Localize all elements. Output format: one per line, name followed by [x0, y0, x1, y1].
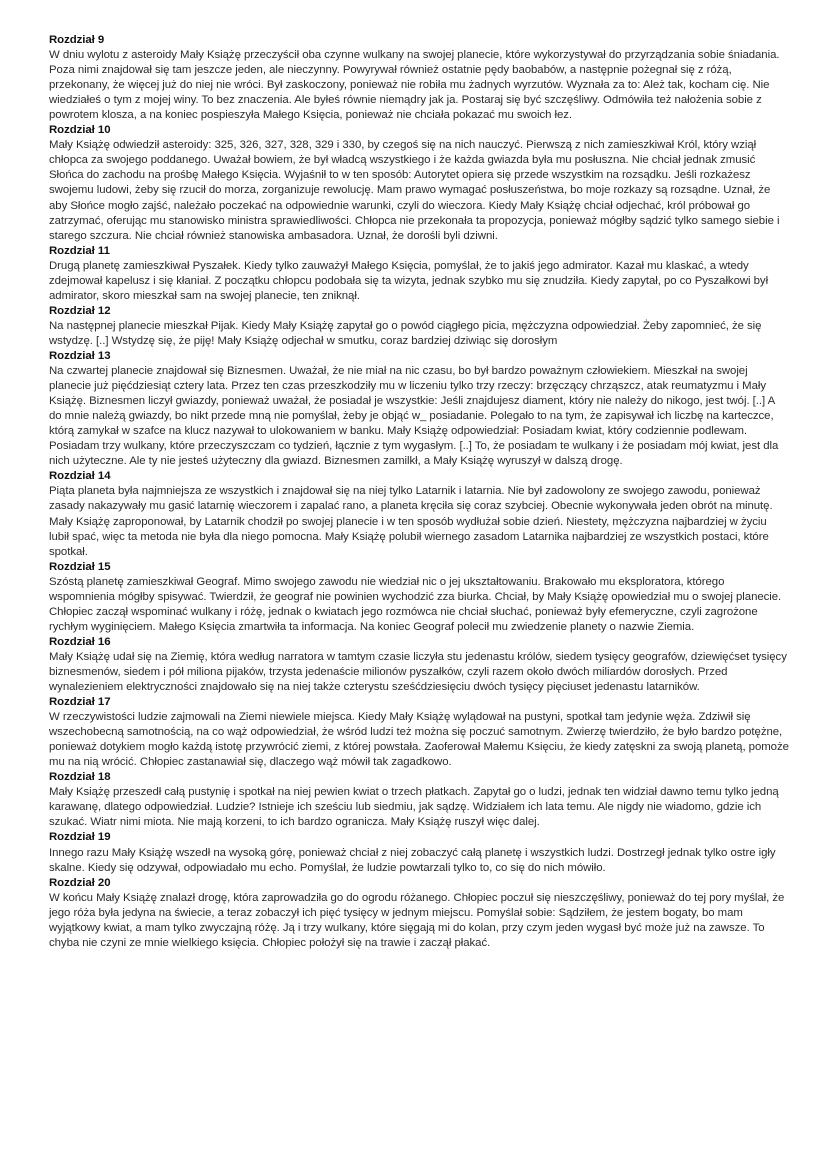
chapter-9	[49, 33, 789, 123]
chapter-15	[49, 560, 789, 635]
chapter-13	[49, 349, 789, 469]
chapter-18	[49, 770, 789, 830]
chapter-title: Rozdział 17	[49, 696, 111, 709]
chapter-body: Mały Książę przeszedł całą pustynię i spotkał na niej pewien kwiat o trzech płatkach. Zapytał go o ludzi, jednak ten widział dawno temu tylko jedną karawanę, dlatego odpowiedział. Ludzie? Istnieje ich sześciu lub siedmiu, jak sądzę. Widziałem ich lata temu. Ale nigdy nie wiadomo, gdzie ich szukać. Wiatr nimi miota. Nie mają korzeni, to ich bardzo ogranicza. Mały Książę ruszył więc dalej.	[49, 786, 779, 829]
chapter-body: Szóstą planetę zamieszkiwał Geograf. Mimo swojego zawodu nie wiedział nic o jej ukształtowaniu. Brakowało mu eksploratora, którego wspomnienia mógłby spisywać. Twierdził, że geograf nie powinien wychodzić zza biurka. Chciał, by Mały Książę opowiedział mu o swojej planecie. Chłopiec zaczął wspominać wulkany i różę, jednak o kwiatach jego rozmówca nie chciał słuchać, ponieważ były efemeryczne, czyli zagrożone rychłym wyginięciem. Małego Księcia zmartwiła ta informacja. Na koniec Geograf polecił mu zwiedzenie planety o nazwie Ziemia.	[49, 575, 782, 633]
chapter-body: W dniu wylotu z asteroidy Mały Książę przeczyścił oba czynne wulkany na swojej planecie, które wykorzystywał do przyrządzania sobie śniadania. Poza nimi znajdował się tam jeszcze jeden, ale nieczynny. Powyrywał również ostatnie pędy baobabów, a następnie pożegnał się z różą, przekonany, że więcej już do niej nie wróci. Był zaskoczony, ponieważ nie robiła mu żadnych wyrzutów. Wyznała za to: Ależ tak, kocham cię. Nie wiedziałeś o tym z mojej winy. To bez znaczenia. Ale byłeś równie niemądry jak ja. Postaraj się być szczęśliwy. Odmówiła też nałożenia sobie z powrotem klosza, a na koniec pospieszyła Małego Księcia, ponieważ nie chciała pokazać mu swoich łez.	[49, 49, 780, 122]
chapter-body: Mały Książę udał się na Ziemię, która według narratora w tamtym czasie liczyła stu jedenastu królów, siedem tysięcy geografów, dziewięćset tysięcy biznesmenów, siedem i pół miliona pijaków, trzysta jedenaście milionów pyszałków, czyli razem około dwóch miliardów dorosłych. Przed wynalezieniem elektryczności znajdowało się na niej także czterystu sześćdziesięciu dwóch tysięcy pięciuset jedenastu latarników.	[49, 650, 787, 694]
chapter-title: Rozdział 15	[49, 560, 111, 573]
chapter-body: Mały Książę odwiedził asteroidy: 325, 326, 327, 328, 329 i 330, by czegoś się na nich nauczyć. Pierwszą z nich zamieszkiwał Król, który wziął chłopca za swojego poddanego. Uważał bowiem, że był władcą wszystkiego i że każda gwiazda była mu posłuszna. Nie chciał jednak zmusić Słońca do zachodu na prośbę Małego Księcia. Wyjaśnił to w ten sposób: Autorytet opiera się przede wszystkim na rozsądku. Jeśli rozkażesz swojemu ludowi, żeby się rzucił do morza, zorganizuje rewolucję. Mam prawo wymagać posłuszeństwa, bo moje rozkazy są rozsądne. Uznał, że aby Słońce mogło zajść, należało poczekać na odpowiednie warunki, czyli do wieczora. Kiedy Mały Książę chciał odjechać, król próbował go zatrzymać, oferując mu stanowisko ministra sprawiedliwości. Chłopca nie przekonała ta propozycja, ponieważ mógłby sądzić tylko samego siebie i starego szczura. Nie chciał również stanowiska ambasadora. Uznał, że dorośli byli dziwni.	[49, 139, 780, 242]
chapter-title: Rozdział 20	[49, 876, 111, 889]
document-page	[49, 33, 789, 951]
chapter-body: Innego razu Mały Książę wszedł na wysoką górę, ponieważ chciał z niej zobaczyć całą planetę i wszystkich ludzi. Dostrzegł jednak tylko ostre igły skalne. Kiedy się odzywał, odpowiadało mu echo. Pomyślał, że ludzie powtarzali tylko to, co się do nich mówiło.	[49, 846, 776, 874]
chapter-title: Rozdział 9	[49, 34, 105, 46]
chapter-title: Rozdział 14	[49, 470, 111, 483]
chapter-title: Rozdział 18	[49, 771, 111, 784]
chapter-12	[49, 304, 789, 349]
chapter-10	[49, 123, 789, 243]
chapter-title: Rozdział 19	[49, 831, 111, 844]
chapter-body: Na czwartej planecie znajdował się Biznesmen. Uważał, że nie miał na nic czasu, bo był bardzo poważnym człowiekiem. Mieszkał na swojej planecie już pięćdziesiąt cztery lata. Przez ten czas przeszkodziły mu w liczeniu tylko trzy rzeczy: brzęczący chrząszcz, atak reumatyzmu i Mały Książę. Biznesmen liczył gwiazdy, ponieważ uważał, że posiadał je wszystkie: Jeśli znajdujesz diament, który nie należy do nikogo, jest twój. [..] A do mnie należą gwiazdy, bo nikt przede mną nie pomyślał, żeby je objąć w_ posiadanie. Polegało to na tym, że zapisywał ich liczbę na karteczce, którą zamykał w szafce na klucz nazywał to ulokowaniem w banku. Mały Książę odpowiedział: Posiadam kwiat, który codziennie podlewam. Posiadam trzy wulkany, które przeczyszczam co tydzień, łącznie z tym wygasłym. [..] To, że posiadam te wulkany i że posiadam mój kwiat, jest dla nich użyteczne. Ale ty nie jesteś użyteczny dla gwiazd. Biznesmen zamilkł, a Mały Książę wyruszył w dalszą drogę.	[49, 365, 779, 468]
chapter-14	[49, 469, 789, 559]
chapter-20	[49, 876, 789, 951]
chapter-11	[49, 244, 789, 304]
chapter-title: Rozdział 12	[49, 304, 111, 317]
chapter-16	[49, 635, 789, 695]
chapter-19	[49, 830, 789, 875]
chapter-body: Piąta planeta była najmniejsza ze wszystkich i znajdował się na niej tylko Latarnik i latarnia. Nie był zadowolony ze swojego zawodu, ponieważ zasady nakazywały mu gasić latarnię wieczorem i zapalać rano, a planeta kręciła się coraz szybciej. Obecnie wykonywała jeden obrót na minutę. Mały Książę zaproponował, by Latarnik chodził po swojej planecie i w ten sposób wydłużał sobie dzień. Niestety, mężczyzna najbardziej w życiu lubił spać, więc ta metoda nie była dla niego pomocna. Mały Książę polubił wiernego zasadom Latarnika najbardziej ze wszystkich postaci, które spotkał.	[49, 485, 773, 558]
chapter-title: Rozdział 10	[49, 124, 111, 137]
chapter-title: Rozdział 11	[49, 244, 110, 257]
chapter-body: Na następnej planecie mieszkał Pijak. Kiedy Mały Książę zapytał go o powód ciągłego picia, mężczyzna odpowiedział. Żeby zapomnieć, że się wstydzę. [..] Wstydzę się, że piję! Mały Książę odjechał w smutku, coraz bardziej dziwiąc się dorosłym	[49, 319, 762, 347]
chapter-title: Rozdział 13	[49, 349, 111, 362]
chapter-body: W rzeczywistości ludzie zajmowali na Ziemi niewiele miejsca. Kiedy Mały Książę wylądował na pustyni, spotkał tam jedynie węża. Zdziwił się wszechobecną samotnością, na co wąż odpowiedział, że wśród ludzi też można się poczuć samotnym. Zwierzę twierdziło, że było bardzo potężne, ponieważ dotykiem mogło każdą istotę przywrócić ziemi, z której powstała. Zaoferował Małemu Księciu, że kiedy zatęskni za swoją planetą, pomoże mu na nią wrócić. Chłopiec zastanawiał się, dlaczego wąż mówił tak zagadkowo.	[49, 711, 789, 769]
chapter-17	[49, 695, 789, 770]
chapter-title: Rozdział 16	[49, 635, 111, 648]
chapter-body: W końcu Mały Książę znalazł drogę, która zaprowadziła go do ogrodu różanego. Chłopiec poczuł się nieszczęśliwy, ponieważ do tej pory myślał, że jego róża była jedyna na świecie, a teraz zobaczył ich pięć tysięcy w jednym miejscu. Pomyślał sobie: Sądziłem, że jestem bogaty, bo mam wyjątkowy kwiat, a mam tylko zwyczajną różę. Ją i trzy wulkany, które sięgają mi do kolan, przy czym jeden wygasł być może już na zawsze. To chyba nie czyni ze mnie wielkiego księcia. Chłopiec położył się na trawie i zaczął płakać.	[49, 891, 785, 949]
chapter-body: Drugą planetę zamieszkiwał Pyszałek. Kiedy tylko zauważył Małego Księcia, pomyślał, że to jakiś jego admirator. Kazał mu klaskać, a wtedy zdejmował kapelusz i się kłaniał. Z początku chłopcu podobała się ta wizyta, jednak szybko mu się znudziła. Kiedy zapytał, po co Pyszałkowi był admirator, skoro mieszkał sam na swojej planecie, ten zniknął.	[49, 259, 769, 302]
